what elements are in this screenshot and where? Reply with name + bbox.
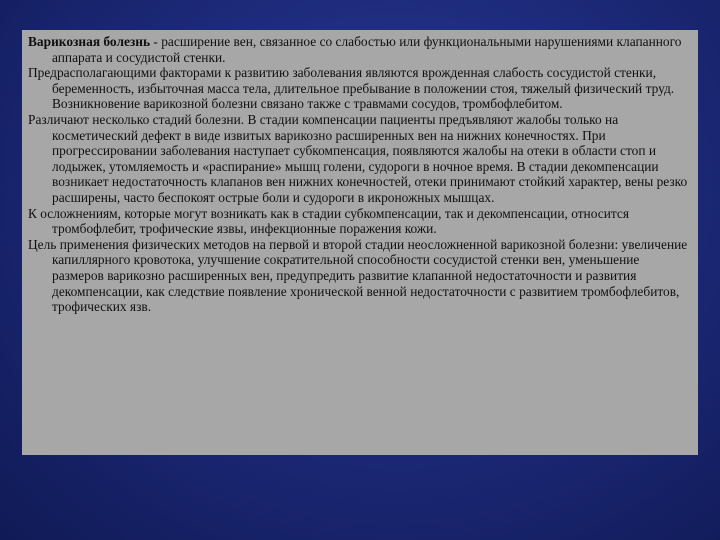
paragraph-risk-factors: Предрасполагающими факторами к развитию заболевания являются врожденная слабость сосудистой стенки, беременность, избыточная масса тела, длительное пребывание в положении стоя, тяжелый физический труд. Возникновение варикозной болезни связано также с травмами сосудов, тромбофлебитом. [28,65,675,112]
paragraph-treatment-goal: Цель применения физических методов на первой и второй стадии неосложненной варикозной болезни: увеличение капиллярного кровотока, улучшение сократительной способности сосудистой стенки вен, уменьшение размеров варикозно расширенных вен, предупредить развитие клапанной недостаточности и развития декомпенсации, как следствие появление хронической венной недостаточности с развитием тромбофлебитов, трофических язв. [28,236,688,315]
paragraph-definition [28,34,688,65]
paragraph-stages: Различают несколько стадий болезни. В стадии компенсации пациенты предъявляют жалобы только на косметический дефект в виде извитых варикозно расширенных вен на нижних конечностях. При прогрессировании заболевания наступает субкомпенсация, появляются жалобы на отеки в области стоп и лодыжек, утомляемость и «распирание» мышц голени, судороги в ночное время. В стадии декомпенсации возникает недостаточность клапанов вен нижних конечностей, отеки принимают стойкий характер, вены резко расширены, часто беспокоят острые боли и судороги в икроножных мышцах. [28,111,688,205]
text-panel [22,30,698,455]
term-heading: Варикозная болезнь [28,34,151,49]
definition-text: - расширение вен, связанное со слабостью или функциональными нарушениями клапанного аппарата и сосудистой стенки. [52,34,682,65]
paragraph-complications: К осложнениям, которые могут возникать как в стадии субкомпенсации, так и декомпенсации, относится тромбофлебит, трофические язвы, инфекционные поражения кожи. [28,205,629,237]
